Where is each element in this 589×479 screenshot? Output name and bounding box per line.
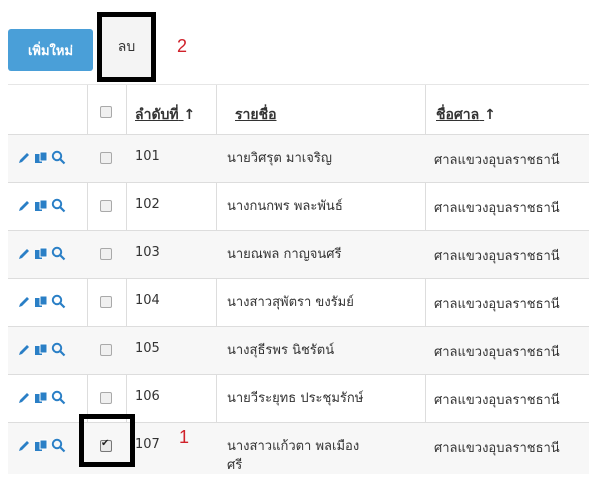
copy-document-icon[interactable] — [34, 343, 48, 357]
search-magnifier-icon[interactable] — [51, 198, 66, 213]
row-checkbox[interactable] — [100, 344, 112, 356]
edit-pencil-icon[interactable] — [17, 199, 31, 213]
search-magnifier-icon[interactable] — [51, 390, 66, 405]
row-order-number: 106 — [135, 389, 160, 404]
annotation-marker-2: 2 — [177, 36, 188, 56]
row-order-number: 105 — [135, 341, 160, 356]
table-header-row — [8, 84, 589, 134]
table-row — [8, 326, 589, 374]
row-actions — [17, 438, 66, 453]
edit-pencil-icon[interactable] — [17, 295, 31, 309]
row-actions — [17, 198, 66, 213]
row-checkbox[interactable] — [100, 200, 112, 212]
row-actions — [17, 246, 66, 261]
search-magnifier-icon[interactable] — [51, 342, 66, 357]
table-row — [8, 278, 589, 326]
copy-document-icon[interactable] — [34, 151, 48, 165]
row-court-name: ศาลแขวงอุบลราชธานี — [434, 201, 560, 216]
edit-pencil-icon[interactable] — [17, 247, 31, 261]
copy-document-icon[interactable] — [34, 247, 48, 261]
row-name-line1: นางสุธีรพร นิชรัตน์ — [227, 343, 335, 358]
row-name-line1: นางสาวสุพัตรา ขงรัมย์ — [227, 295, 354, 310]
row-checkbox[interactable] — [100, 392, 112, 404]
row-name — [227, 245, 342, 264]
delete-button[interactable] — [97, 12, 156, 82]
edit-pencil-icon[interactable] — [17, 439, 31, 453]
row-checkbox[interactable] — [100, 248, 112, 260]
column-header-order[interactable] — [135, 104, 195, 126]
row-actions — [17, 294, 66, 309]
row-court-name: ศาลแขวงอุบลราชธานี — [434, 297, 560, 312]
column-header-order-label: ลำดับที่ — [135, 107, 179, 123]
search-magnifier-icon[interactable] — [51, 150, 66, 165]
row-court-name: ศาลแขวงอุบลราชธานี — [434, 249, 560, 264]
row-name-line1: นายณพล กาญจนศรี — [227, 247, 342, 262]
annotation-marker-1: 1 — [179, 427, 190, 447]
row-checkbox[interactable] — [100, 152, 112, 164]
row-order-number: 103 — [135, 245, 160, 260]
edit-pencil-icon[interactable] — [17, 151, 31, 165]
row-name — [227, 437, 359, 475]
column-header-court[interactable] — [436, 104, 496, 126]
column-header-court-label: ชื่อศาล — [436, 107, 480, 123]
row-name — [227, 293, 354, 312]
row-actions — [17, 342, 66, 357]
row-name — [227, 197, 343, 216]
row-name-line1: นางกนกพร พละพันธ์ — [227, 199, 343, 214]
row-checkbox[interactable] — [100, 296, 112, 308]
search-magnifier-icon[interactable] — [51, 438, 66, 453]
row-court-name: ศาลแขวงอุบลราชธานี — [434, 441, 560, 456]
edit-pencil-icon[interactable] — [17, 391, 31, 405]
highlight-box — [79, 414, 135, 467]
search-magnifier-icon[interactable] — [51, 294, 66, 309]
sort-arrow-icon: ↑ — [183, 107, 196, 123]
row-name — [227, 341, 334, 360]
copy-document-icon[interactable] — [34, 391, 48, 405]
row-order-number: 107 — [135, 437, 160, 452]
row-order-number: 101 — [135, 149, 160, 164]
row-order-number: 102 — [135, 197, 160, 212]
copy-document-icon[interactable] — [34, 199, 48, 213]
row-court-name: ศาลแขวงอุบลราชธานี — [434, 345, 560, 360]
row-order-number: 104 — [135, 293, 160, 308]
table-row — [8, 230, 589, 278]
row-name-line2: ศรี — [227, 458, 243, 473]
row-name — [227, 389, 363, 408]
row-court-name: ศาลแขวงอุบลราชธานี — [434, 393, 560, 408]
column-header-name[interactable]: รายชื่อ — [235, 107, 277, 123]
row-name — [227, 149, 332, 168]
copy-document-icon[interactable] — [34, 295, 48, 309]
edit-pencil-icon[interactable] — [17, 343, 31, 357]
row-court-name: ศาลแขวงอุบลราชธานี — [434, 153, 560, 168]
table-row — [8, 182, 589, 230]
row-actions — [17, 390, 66, 405]
row-name-line1: นายวีระยุทธ ประชุมรักษ์ — [227, 391, 364, 406]
select-all-checkbox[interactable] — [100, 106, 112, 118]
delete-button-label: ลบ — [117, 39, 136, 55]
row-name-line1: นางสาวแก้วตา พลเมือง — [227, 439, 360, 454]
copy-document-icon[interactable] — [34, 439, 48, 453]
sort-arrow-icon: ↑ — [484, 107, 496, 123]
row-actions — [17, 150, 66, 165]
row-name-line1: นายวิศรุต มาเจริญ — [227, 151, 332, 166]
table-row — [8, 134, 589, 182]
search-magnifier-icon[interactable] — [51, 246, 66, 261]
add-new-button[interactable]: เพิ่มใหม่ — [8, 29, 93, 71]
